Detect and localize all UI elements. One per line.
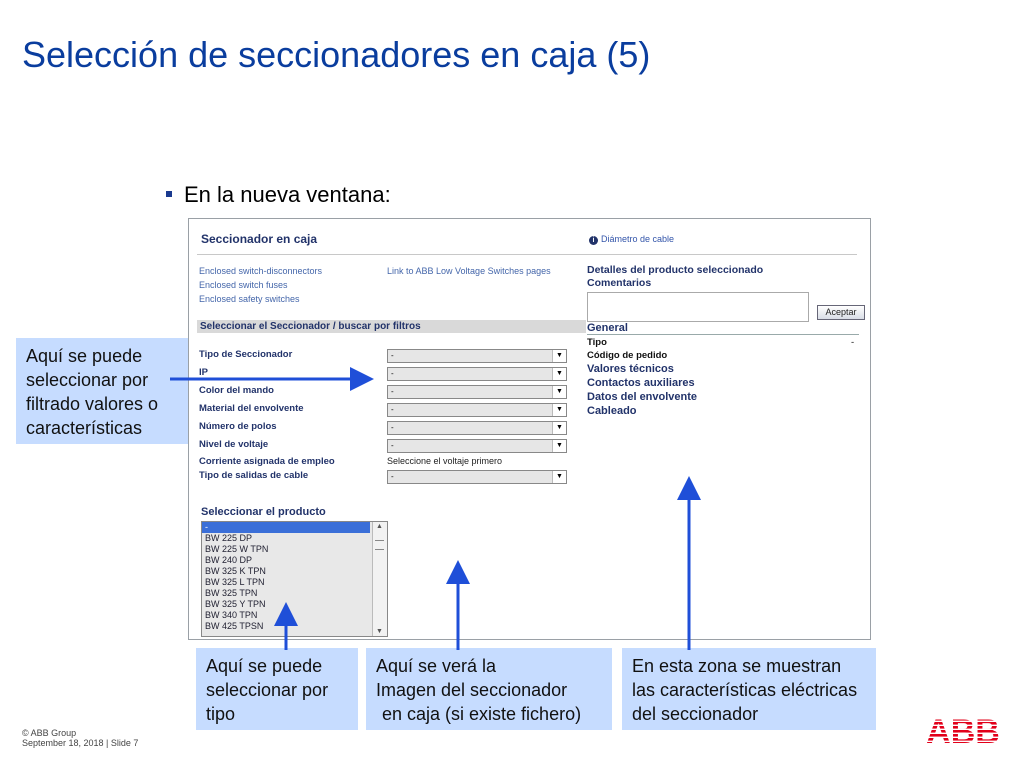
list-item[interactable]: BW 325 L TPN xyxy=(205,577,265,587)
link-enclosed-safety-switches[interactable]: Enclosed safety switches xyxy=(199,294,300,304)
cable-type-label: Tipo de salidas de cable xyxy=(199,470,309,481)
filter-select-voltaje[interactable]: - ▼ xyxy=(387,439,567,453)
list-item[interactable]: BW 425 TPSN xyxy=(205,621,264,631)
list-item[interactable]: BW 225 DP xyxy=(205,533,253,543)
chevron-down-icon: ▼ xyxy=(552,350,566,362)
filter-section-header: Seleccionar el Seccionador / buscar por filtros xyxy=(197,320,586,333)
footer xyxy=(22,728,138,748)
link-abb-lv-switches[interactable]: Link to ABB Low Voltage Switches pages xyxy=(387,266,551,276)
callout-type: Aquí se puede seleccionar por tipo xyxy=(196,648,358,730)
filter-label-polos: Número de polos xyxy=(199,421,277,432)
link-enclosed-switch-disconnectors[interactable]: Enclosed switch-disconnectors xyxy=(199,266,323,276)
filter-select-tipo[interactable]: - ▼ xyxy=(387,349,567,363)
filter-select-ip[interactable]: - ▼ xyxy=(387,367,567,381)
chevron-down-icon: ▼ xyxy=(552,440,566,452)
section-valores-tecnicos[interactable]: Valores técnicos xyxy=(587,363,674,375)
current-label: Corriente asignada de empleo xyxy=(199,456,335,467)
list-item[interactable]: BW 340 TPN xyxy=(205,610,258,620)
details-header: Detalles del producto seleccionado xyxy=(587,264,764,276)
filter-select-color[interactable]: - ▼ xyxy=(387,385,567,399)
chevron-down-icon: ▼ xyxy=(552,422,566,434)
section-datos-envolvente[interactable]: Datos del envolvente xyxy=(587,391,698,403)
filter-label-color: Color del mando xyxy=(199,385,274,396)
general-header: General xyxy=(587,322,628,334)
comments-label: Comentarios xyxy=(587,277,652,289)
section-cableado[interactable]: Cableado xyxy=(587,405,637,417)
window-title: Seccionador en caja xyxy=(201,232,318,246)
slide-title: Selección de seccionadores en caja (5) xyxy=(22,34,651,75)
callout-image-line3: en caja (si existe fichero) xyxy=(382,704,582,724)
info-icon: i xyxy=(589,236,598,245)
list-item[interactable]: BW 325 Y TPN xyxy=(205,599,266,609)
section-contactos-auxiliares[interactable]: Contactos auxiliares xyxy=(587,377,695,389)
filter-label-ip: IP xyxy=(199,367,208,378)
filter-label-material: Material del envolvente xyxy=(199,403,304,414)
list-item[interactable]: BW 325 TPN xyxy=(205,588,258,598)
list-item[interactable]: BW 240 DP xyxy=(205,555,253,565)
filter-select-cable[interactable]: - ▼ xyxy=(387,470,567,484)
tipo-value: - xyxy=(851,337,855,348)
cable-diameter-label: Diámetro de cable xyxy=(601,234,675,244)
list-item[interactable]: - xyxy=(202,522,370,533)
callout-image-line1: Aquí se verá la xyxy=(376,656,497,676)
filter-label-voltaje: Nivel de voltaje xyxy=(199,439,269,450)
abb-logo xyxy=(926,714,1000,746)
footer-date-slide: September 18, 2018 | Slide 7 xyxy=(22,738,139,748)
footer-copyright: © ABB Group xyxy=(22,728,77,738)
abb-logo-text: ABB xyxy=(926,714,1000,746)
codigo-label: Código de pedido xyxy=(587,350,668,361)
list-item[interactable]: BW 225 W TPN xyxy=(205,544,269,554)
list-item[interactable]: BW 325 K TPN xyxy=(205,566,266,576)
chevron-down-icon: ▼ xyxy=(552,386,566,398)
chevron-down-icon: ▼ xyxy=(552,404,566,416)
chevron-down-icon: ▼ xyxy=(552,368,566,380)
scroll-down-icon[interactable]: ▼ xyxy=(376,628,383,635)
link-enclosed-switch-fuses[interactable]: Enclosed switch fuses xyxy=(199,280,288,290)
filter-label-tipo: Tipo de Seccionador xyxy=(199,349,293,360)
scroll-up-icon[interactable]: ▲ xyxy=(376,523,383,530)
callout-filter: Aquí se puede seleccionar por filtrado valores o características xyxy=(16,338,188,444)
bullet-text: En la nueva ventana: xyxy=(184,182,391,207)
current-note: Seleccione el voltaje primero xyxy=(387,456,503,466)
product-header: Seleccionar el producto xyxy=(201,506,326,518)
accept-button[interactable]: Aceptar xyxy=(817,305,865,320)
filter-select-polos[interactable]: - ▼ xyxy=(387,421,567,435)
filter-select-material[interactable]: - ▼ xyxy=(387,403,567,417)
callout-characteristics: En esta zona se muestran las características eléctricas del seccionador xyxy=(622,648,876,730)
callout-image-line2: Imagen del seccionador xyxy=(376,680,568,700)
chevron-down-icon: ▼ xyxy=(552,471,566,483)
tipo-label: Tipo xyxy=(587,337,607,348)
